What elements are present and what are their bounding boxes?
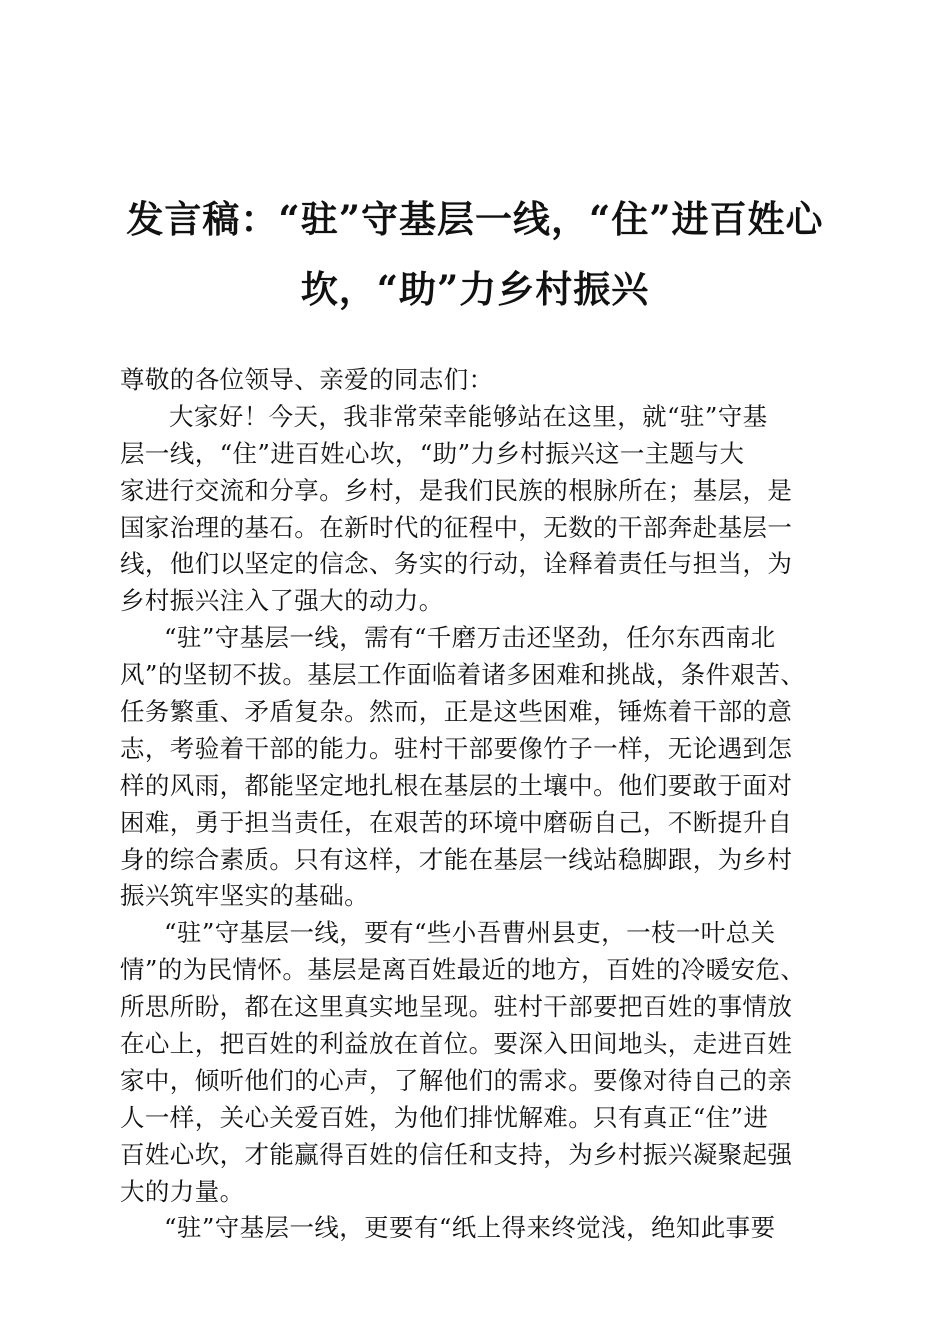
paragraph-4-line: “驻”守基层一线，更要有“纸上得来终觉浅，绝知此事要 [164, 1213, 776, 1243]
paragraph-2-line: 身的综合素质。只有这样，才能在基层一线站稳脚跟，为乡村 [120, 844, 793, 874]
paragraph-1-line: 层一线，“住”进百姓心坎，“助”力乡村振兴这一主题与大 [120, 438, 745, 468]
paragraph-3-line: “驻”守基层一线，要有“些小吾曹州县吏，一枝一叶总关 [164, 918, 776, 948]
paragraph-2-line: 样的风雨，都能坚定地扎根在基层的土壤中。他们要敢于面对 [120, 770, 793, 800]
document-title-line-1: 发言稿：“驻”守基层一线，“住”进百姓心 [126, 197, 824, 241]
document-title-line-2: 坎，“助”力乡村振兴 [300, 267, 650, 311]
paragraph-1-line: 国家治理的基石。在新时代的征程中，无数的干部奔赴基层一 [120, 512, 793, 542]
paragraph-2-line: “驻”守基层一线，需有“千磨万击还坚劲，任尔东西南北 [164, 623, 776, 653]
salutation: 尊敬的各位领导、亲爱的同志们： [120, 365, 494, 394]
paragraph-1-line: 大家好！今天，我非常荣幸能够站在这里，就“驻”守基 [169, 401, 768, 431]
paragraph-3-line: 情”的为民情怀。基层是离百姓最近的地方，百姓的冷暖安危、 [120, 955, 806, 985]
paragraph-1-line: 乡村振兴注入了强大的动力。 [120, 586, 444, 616]
paragraph-2-line: 风”的坚韧不拔。基层工作面临着诸多困难和挑战，条件艰苦、 [120, 660, 806, 690]
paragraph-2-line: 志，考验着干部的能力。驻村干部要像竹子一样，无论遇到怎 [120, 733, 793, 763]
paragraph-3-line: 大的力量。 [120, 1176, 245, 1206]
paragraph-3-line: 家中，倾听他们的心声，了解他们的需求。要像对待自己的亲 [120, 1065, 793, 1095]
paragraph-3-line: 人一样，关心关爱百姓，为他们排忧解难。只有真正“住”进 [120, 1102, 769, 1132]
paragraph-2-line: 振兴筑牢坚实的基础。 [120, 881, 369, 911]
paragraph-3-line: 在心上，把百姓的利益放在首位。要深入田间地头，走进百姓 [120, 1029, 793, 1059]
paragraph-2-line: 任务繁重、矛盾复杂。然而，正是这些困难，锤炼着干部的意 [120, 697, 793, 727]
paragraph-1-line: 线，他们以坚定的信念、务实的行动，诠释着责任与担当，为 [120, 549, 793, 579]
paragraph-1-line: 家进行交流和分享。乡村，是我们民族的根脉所在；基层，是 [120, 475, 793, 505]
paragraph-3-line: 所思所盼，都在这里真实地呈现。驻村干部要把百姓的事情放 [120, 992, 793, 1022]
paragraph-2-line: 困难，勇于担当责任，在艰苦的环境中磨砺自己，不断提升自 [120, 807, 793, 837]
document-body [120, 362, 832, 1247]
paragraph-3-line: 百姓心坎，才能赢得百姓的信任和支持，为乡村振兴凝聚起强 [120, 1139, 793, 1169]
